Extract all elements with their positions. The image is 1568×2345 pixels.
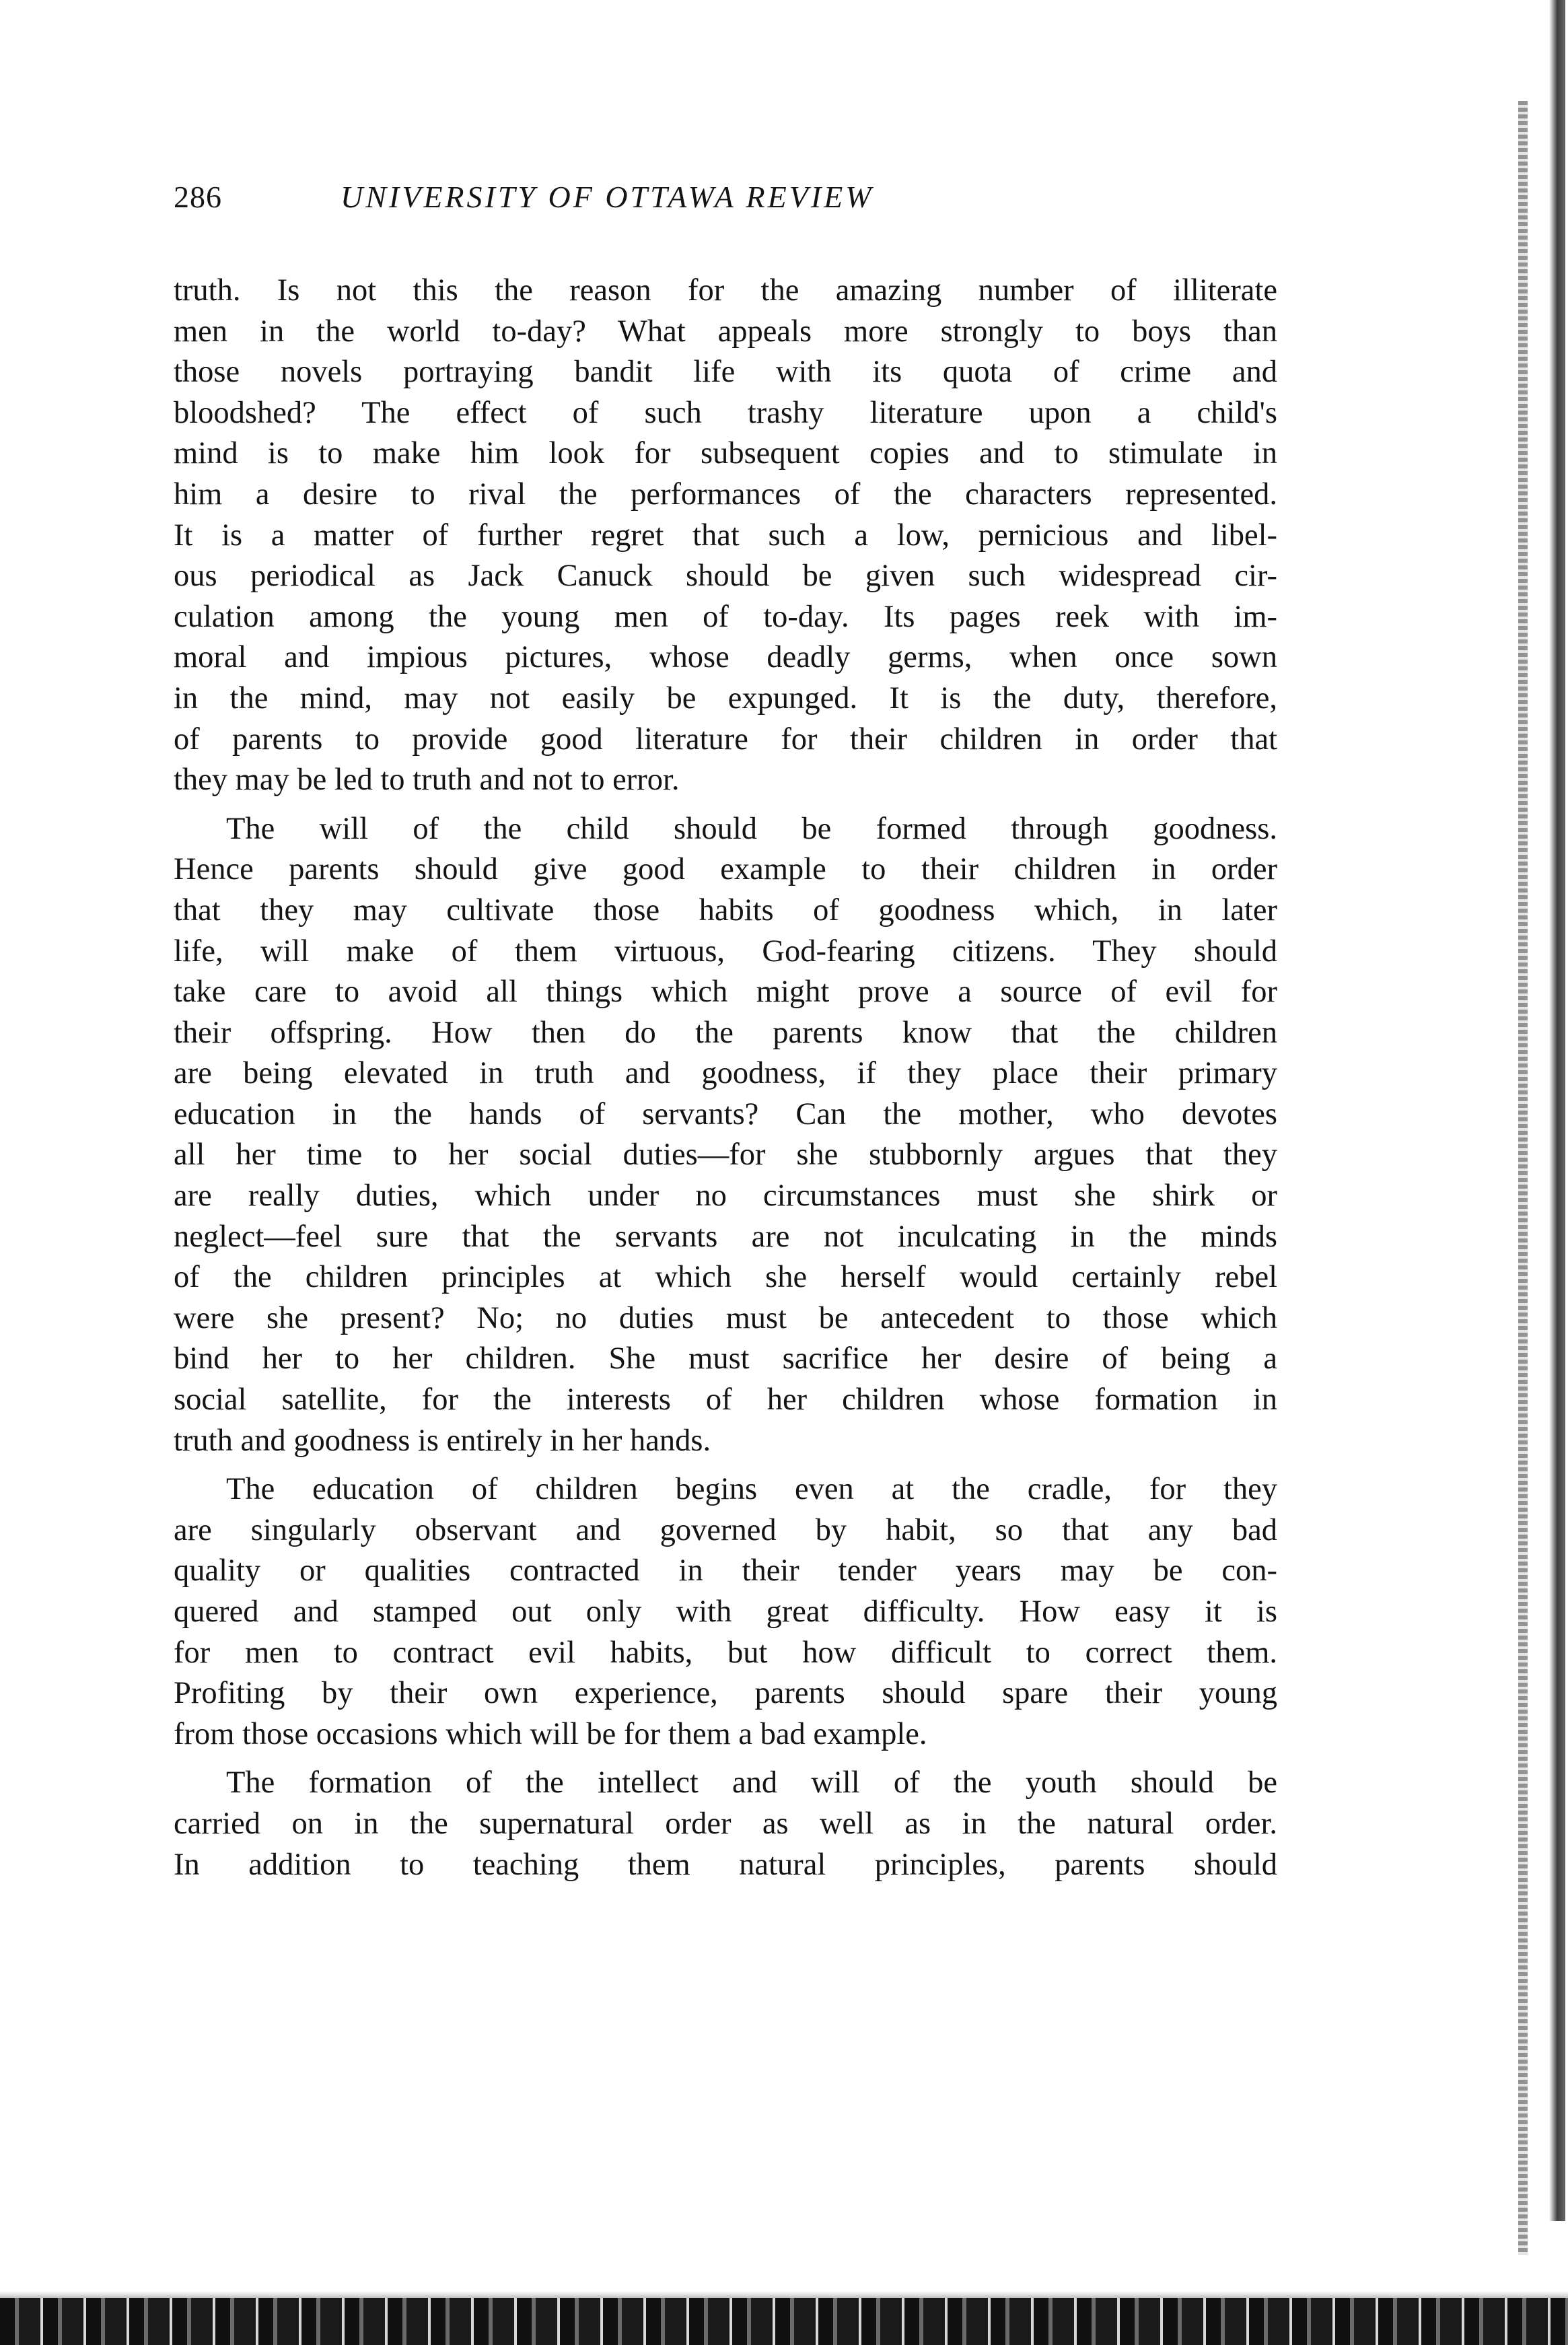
text-line: of parents to provide good literature for their children in order that bbox=[174, 722, 1277, 757]
text-line: Hence parents should give good example to their children in order bbox=[174, 852, 1277, 887]
text-line: for men to contract evil habits, but how difficult to correct them. bbox=[174, 1635, 1277, 1670]
running-title: UNIVERSITY OF OTTAWA REVIEW bbox=[341, 180, 874, 214]
text-line: The education of children begins even at the cradle, for they bbox=[226, 1472, 1277, 1507]
text-line: ous periodical as Jack Canuck should be given such widespread cir- bbox=[174, 559, 1277, 594]
body-text bbox=[174, 271, 1277, 1885]
scan-bottom-band bbox=[0, 2298, 1568, 2345]
text-line: are being elevated in truth and goodness, if they place their primary bbox=[174, 1056, 1277, 1091]
text-line: were she present? No; no duties must be antecedent to those which bbox=[174, 1300, 1277, 1335]
text-line: Profiting by their own experience, parents should spare their young bbox=[174, 1676, 1277, 1711]
text-line: are singularly observant and governed by habit, so that any bad bbox=[174, 1512, 1277, 1547]
text-line: in the mind, may not easily be expunged. It is the duty, therefore, bbox=[174, 680, 1277, 715]
page-number: 286 bbox=[174, 180, 222, 214]
text-line: In addition to teaching them natural principles, parents should bbox=[174, 1847, 1277, 1882]
text-line: moral and impious pictures, whose deadly germs, when once sown bbox=[174, 640, 1277, 675]
page-binding-edge bbox=[1538, 0, 1565, 2221]
text-line: men in the world to-day? What appeals more strongly to boys than bbox=[174, 314, 1277, 349]
text-line: culation among the young men of to-day. Its pages reek with im- bbox=[174, 599, 1277, 634]
text-line: social satellite, for the interests of her children whose formation in bbox=[174, 1382, 1277, 1418]
text-line: that they may cultivate those habits of goodness which, in later bbox=[174, 893, 1277, 928]
text-line: their offspring. How then do the parents know that the children bbox=[174, 1015, 1277, 1050]
text-line: carried on in the supernatural order as well as in the natural order. bbox=[174, 1806, 1277, 1841]
scan-bottom-fade bbox=[0, 2291, 1568, 2298]
text-line: him a desire to rival the performances of the characters represented. bbox=[174, 477, 1277, 512]
text-line: truth and goodness is entirely in her hands. bbox=[174, 1423, 711, 1458]
text-line: It is a matter of further regret that such a low, pernicious and libel- bbox=[174, 518, 1277, 553]
text-line: life, will make of them virtuous, God-fearing citizens. They should bbox=[174, 934, 1277, 969]
text-line: quality or qualities contracted in their tender years may be con- bbox=[174, 1553, 1277, 1588]
text-line: are really duties, which under no circumstances must she shirk or bbox=[174, 1179, 1277, 1214]
text-line: truth. Is not this the reason for the amazing number of illiterate bbox=[174, 273, 1277, 308]
text-line: of the children principles at which she herself would certainly rebel bbox=[174, 1260, 1277, 1295]
scan-edge-artifact bbox=[1518, 101, 1528, 2255]
text-line: all her time to her social duties—for she stubbornly argues that they bbox=[174, 1138, 1277, 1172]
page-header bbox=[174, 174, 1277, 221]
text-line: The formation of the intellect and will of the youth should be bbox=[226, 1765, 1277, 1800]
text-line: those novels portraying bandit life with its quota of crime and bbox=[174, 355, 1277, 390]
text-line: take care to avoid all things which might prove a source of evil for bbox=[174, 975, 1277, 1010]
text-line: The will of the child should be formed through goodness. bbox=[226, 811, 1277, 846]
text-line: bloodshed? The effect of such trashy literature upon a child's bbox=[174, 395, 1277, 430]
text-line: bind her to her children. She must sacrifice her desire of being a bbox=[174, 1341, 1277, 1376]
text-line: from those occasions which will be for them a bad example. bbox=[174, 1716, 927, 1751]
text-line: education in the hands of servants? Can the mother, who devotes bbox=[174, 1096, 1277, 1131]
text-line: quered and stamped out only with great difficulty. How easy it is bbox=[174, 1595, 1277, 1629]
text-line: neglect—feel sure that the servants are not inculcating in the minds bbox=[174, 1219, 1277, 1254]
text-line: they may be led to truth and not to error. bbox=[174, 763, 680, 798]
text-line: mind is to make him look for subsequent copies and to stimulate in bbox=[174, 436, 1277, 471]
